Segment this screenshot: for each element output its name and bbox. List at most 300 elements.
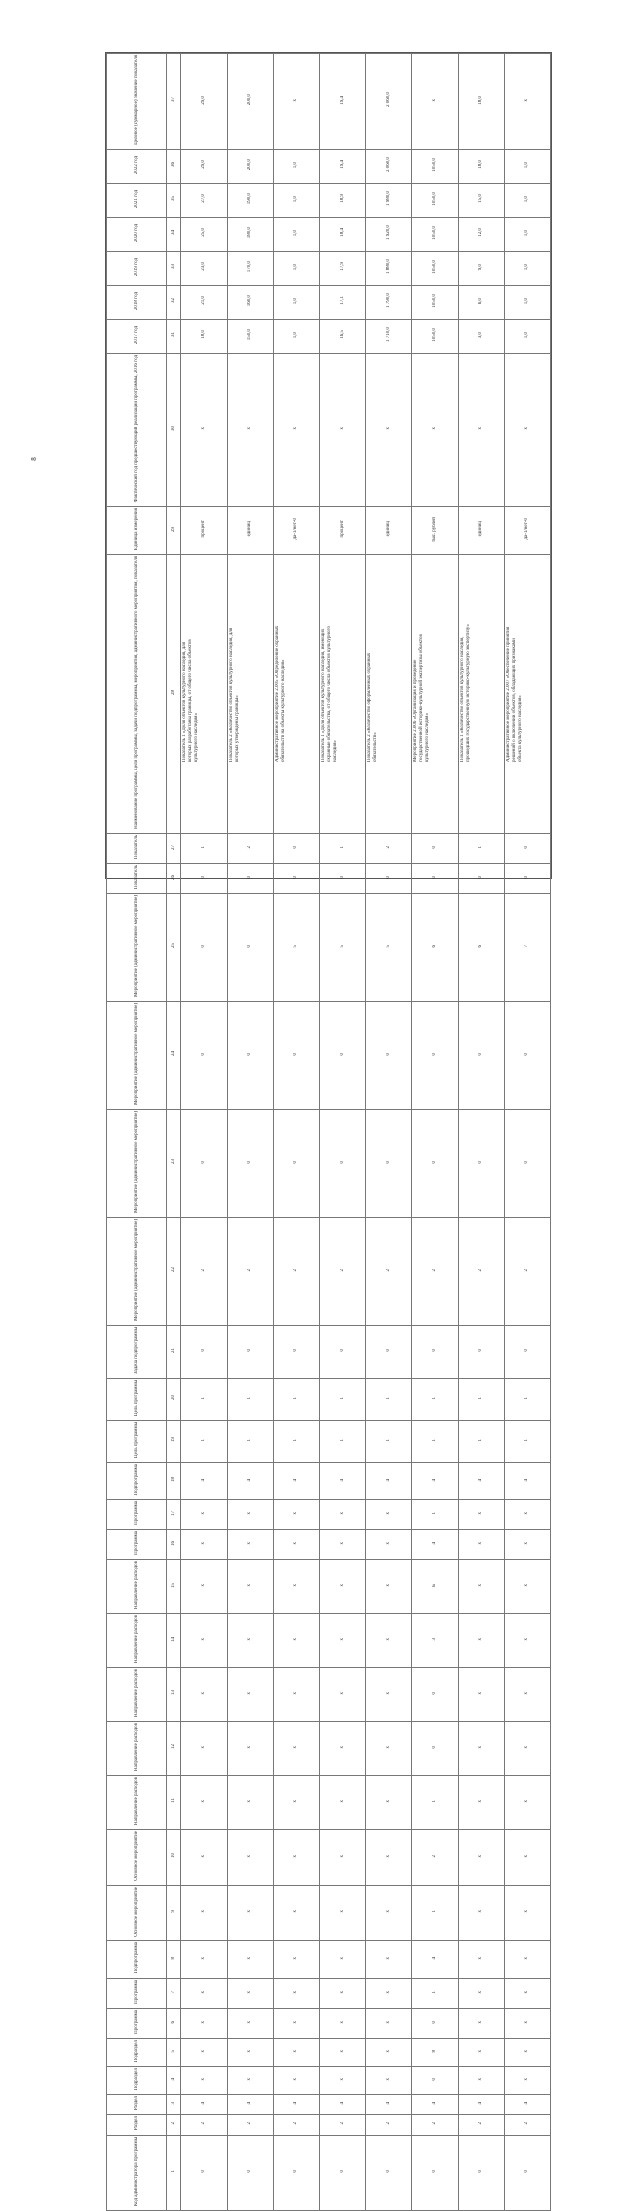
cell-value: х (293, 1745, 299, 1749)
cell-value: х (200, 1584, 206, 1587)
table-cell (181, 2115, 227, 2135)
cell-value: 1 880,0 (385, 259, 391, 275)
table-cell (319, 1668, 365, 1722)
cell-value: х (339, 1638, 345, 1641)
cell-value: х (247, 2020, 253, 2024)
table-cell (319, 1530, 365, 1560)
cell-value: 4 (200, 1478, 206, 1482)
cell-value: 2 (431, 1268, 437, 1272)
cell-value: 12,0 (478, 228, 484, 238)
column-number (167, 1462, 181, 1499)
column-number (167, 1109, 181, 1217)
table-row (107, 2115, 551, 2135)
cell-value: х (431, 427, 437, 430)
column-header-label: Направление расходов (133, 1615, 139, 1664)
cell-value: 4 (524, 2102, 530, 2105)
table-cell (458, 149, 504, 183)
table-cell (227, 1978, 273, 2008)
cell-value: 2 (524, 2122, 530, 2125)
table-cell (458, 183, 504, 217)
cell-value: 2 (339, 1268, 345, 1272)
cell-value: 2 060,0 (385, 157, 391, 173)
table-row (107, 1109, 551, 1217)
table-cell (227, 54, 273, 150)
table-cell (366, 1500, 412, 1530)
table-row (107, 1217, 551, 1325)
table-cell (273, 2038, 319, 2066)
cell-value: 0 (478, 876, 484, 879)
table-cell (181, 1721, 227, 1775)
cell-value: х (385, 2049, 391, 2053)
cell-value: х (524, 98, 530, 102)
table-cell (273, 1378, 319, 1420)
table-cell (227, 251, 273, 285)
cell-value: Показатель 1 «Доля объектов культурного наследия, для которых разработаны границы, от общего числа объектов культурного наследия» (182, 638, 200, 762)
cell-value: 0 (247, 876, 253, 879)
cell-value: х (385, 427, 391, 430)
cell-value: х (478, 427, 484, 430)
table-cell (273, 183, 319, 217)
cell-value: 0 (293, 846, 299, 849)
table-cell (458, 54, 504, 150)
cell-value: 0 (339, 876, 345, 879)
column-number (167, 1500, 181, 1530)
cell-value: 1 (524, 1438, 530, 1442)
table-row (107, 1775, 551, 1829)
cell-value: х (339, 427, 345, 430)
cell-value: 0 (247, 944, 253, 948)
table-cell (273, 1885, 319, 1941)
cell-value: да-1/нет-0 (524, 518, 530, 540)
cell-value: х (385, 1910, 391, 1913)
cell-value: 0 (524, 1349, 530, 1352)
table-cell (227, 893, 273, 1001)
table-cell (273, 54, 319, 150)
column-header (107, 1829, 167, 1885)
table-cell (181, 1560, 227, 1614)
cell-value: х (293, 1638, 299, 1641)
table-cell (319, 149, 365, 183)
column-number (167, 1941, 181, 1978)
cell-value: 0 (431, 846, 437, 849)
table-cell (458, 2008, 504, 2038)
cell-value: 1 (431, 1512, 437, 1515)
cell-value: х (200, 1910, 206, 1913)
table-cell (273, 319, 319, 353)
table-row (107, 217, 551, 251)
cell-value: 0 (478, 1052, 484, 1056)
table-cell (412, 1775, 458, 1829)
table-cell (227, 1420, 273, 1462)
table-cell (319, 834, 365, 864)
table-cell (181, 251, 227, 285)
table-cell (181, 1829, 227, 1885)
cell-value: 0 (478, 2170, 484, 2173)
cell-value: 0 (200, 1052, 206, 1056)
cell-value: 4 (293, 1478, 299, 1482)
table-cell (458, 1325, 504, 1378)
column-header (107, 2008, 167, 2038)
column-number-label: 28 (170, 690, 176, 696)
table-cell (366, 54, 412, 150)
table-cell (273, 1775, 319, 1829)
table-cell (504, 54, 550, 150)
cell-value: 18,4 (339, 228, 345, 238)
table-cell (412, 353, 458, 506)
column-header (107, 353, 167, 506)
cell-value: 2 (478, 1268, 484, 1272)
table-cell (273, 149, 319, 183)
table-cell (366, 1420, 412, 1462)
cell-value: х (200, 1854, 206, 1858)
cell-value: 1 980,0 (385, 191, 391, 207)
cell-value: 0 (431, 1349, 437, 1352)
column-number-label: 13 (170, 1690, 176, 1696)
cell-value: 2 (431, 2122, 437, 2125)
cell-value: х (524, 1799, 530, 1803)
cell-value: Показатель 2 «Количество объектов культурного наследия, для которых утверждены границы» (228, 627, 240, 762)
cell-value: 0 (293, 1349, 299, 1352)
table-cell (412, 2115, 458, 2135)
cell-value: х (339, 2049, 345, 2053)
table-cell (412, 1462, 458, 1499)
cell-value: х (339, 2078, 345, 2081)
cell-value: 0 (431, 1691, 437, 1695)
table-cell (504, 1001, 550, 1109)
column-number (167, 1614, 181, 1668)
table-cell (227, 353, 273, 506)
cell-value: 0 (339, 1349, 345, 1352)
column-number (167, 1001, 181, 1109)
cell-value: 0 (247, 1349, 253, 1352)
cell-value: х (200, 1512, 206, 1515)
column-header (107, 1325, 167, 1378)
table-cell (181, 1775, 227, 1829)
cell-value: 18,0 (478, 95, 484, 105)
table-cell (412, 893, 458, 1001)
column-number (167, 864, 181, 894)
table-row (107, 1668, 551, 1722)
table-cell (458, 1829, 504, 1885)
table-cell (458, 1614, 504, 1668)
table-cell (458, 1885, 504, 1941)
cell-value: 18,0 (478, 160, 484, 170)
table-row (107, 2008, 551, 2038)
cell-value: 200,0 (247, 94, 253, 106)
cell-value: 0 (431, 1052, 437, 1056)
column-header-label: Программа (133, 1531, 139, 1556)
cell-value: 0 (339, 2170, 345, 2173)
cell-value: 0 (524, 1160, 530, 1164)
column-number (167, 893, 181, 1001)
table-cell (458, 507, 504, 555)
table-cell (181, 1001, 227, 1109)
cell-value: х (385, 1854, 391, 1858)
table-cell (319, 1941, 365, 1978)
column-number-label: 20 (170, 1395, 176, 1401)
table-cell (181, 1614, 227, 1668)
column-header (107, 1614, 167, 1668)
column-header (107, 319, 167, 353)
table-cell (273, 893, 319, 1001)
table-cell (227, 1001, 273, 1109)
column-header-label: Основное мероприятие (133, 1830, 139, 1881)
cell-value: х (385, 1638, 391, 1641)
table-cell (366, 1829, 412, 1885)
table-cell (412, 319, 458, 353)
table-cell (181, 2135, 227, 2210)
table-cell (227, 1941, 273, 1978)
column-number (167, 1775, 181, 1829)
column-header (107, 54, 167, 150)
column-number (167, 1420, 181, 1462)
table-cell (319, 1462, 365, 1499)
cell-value: 1 (293, 1396, 299, 1400)
column-number (167, 251, 181, 285)
column-number-label: 23 (170, 1159, 176, 1165)
cell-value: 0 (200, 1349, 206, 1352)
cell-value: х (478, 1745, 484, 1749)
table-cell (504, 1885, 550, 1941)
cell-value: х (478, 2049, 484, 2053)
cell-value: 1,0 (524, 297, 530, 304)
table-cell (504, 2135, 550, 2210)
cell-value: 4 (293, 2102, 299, 2105)
cell-value: х (524, 1990, 530, 1994)
cell-value: 2 (385, 1268, 391, 1272)
table-cell (273, 2095, 319, 2115)
cell-value: 1 (339, 1438, 345, 1442)
table-cell (181, 864, 227, 894)
table-cell (458, 1378, 504, 1420)
table-cell (319, 1325, 365, 1378)
cell-value: 0 (385, 876, 391, 879)
cell-value: 1050,0 (431, 259, 437, 274)
table-cell (366, 1721, 412, 1775)
cell-value: х (200, 427, 206, 430)
table-cell (273, 1829, 319, 1885)
column-number-label: 14 (170, 1636, 176, 1642)
table-cell (366, 1001, 412, 1109)
column-number (167, 2135, 181, 2210)
cell-value: х (478, 1584, 484, 1587)
column-header (107, 1941, 167, 1978)
indicator-table (105, 52, 552, 2206)
table-cell (181, 507, 227, 555)
cell-value: 1 920,0 (385, 225, 391, 241)
table-cell (504, 2008, 550, 2038)
table-cell (412, 217, 458, 251)
cell-value: 180,0 (247, 227, 253, 239)
cell-value: 1 (431, 1910, 437, 1913)
table-cell (504, 1217, 550, 1325)
table-cell (458, 1420, 504, 1462)
table-cell (319, 1109, 365, 1217)
cell-value: х (478, 1638, 484, 1641)
column-header-label: Мероприятие (административное мероприятие) (133, 1110, 139, 1213)
cell-value: 1 (339, 1396, 345, 1400)
table-cell (412, 1001, 458, 1109)
table-cell (319, 1378, 365, 1420)
cell-value: х (293, 1956, 299, 1960)
table-row (107, 893, 551, 1001)
table-cell (319, 2135, 365, 2210)
table-cell (273, 2135, 319, 2210)
cell-value: 1 (293, 1438, 299, 1442)
cell-value: 1,0 (293, 195, 299, 202)
table-cell (227, 1885, 273, 1941)
cell-value: 1,0 (524, 195, 530, 202)
cell-value: 0 (524, 2170, 530, 2173)
cell-value: х (293, 2078, 299, 2081)
table-cell (458, 1462, 504, 1499)
cell-value: х (293, 2020, 299, 2024)
column-number-label: 12 (170, 1744, 176, 1750)
cell-value: 4 (339, 2102, 345, 2105)
cell-value: 1 (385, 1438, 391, 1442)
column-number (167, 217, 181, 251)
cell-value: х (200, 2078, 206, 2081)
table-cell (319, 1829, 365, 1885)
table-cell (273, 1941, 319, 1978)
cell-value: х (200, 2049, 206, 2053)
table-cell (504, 1560, 550, 1614)
table-cell (504, 507, 550, 555)
table-cell (366, 2135, 412, 2210)
cell-value: х (247, 1990, 253, 1994)
table-cell (227, 2095, 273, 2115)
table-cell (319, 54, 365, 150)
cell-value: 4 (478, 1478, 484, 1482)
cell-value: 0 (385, 1349, 391, 1352)
column-number (167, 1325, 181, 1378)
table-cell (412, 2095, 458, 2115)
cell-value: х (339, 1512, 345, 1515)
cell-value: 0 (385, 1052, 391, 1056)
cell-value: единиц (478, 521, 484, 537)
table-cell (458, 2038, 504, 2066)
table-cell (366, 319, 412, 353)
cell-value: 150,0 (247, 329, 253, 341)
cell-value: х (339, 1854, 345, 1858)
column-header-label: Задача подпрограммы (133, 1326, 139, 1374)
cell-value: х (478, 1990, 484, 1994)
column-number-label: 3 (170, 2102, 176, 2105)
cell-value: 0 (200, 876, 206, 879)
table-row (107, 1001, 551, 1109)
column-header-label: Программа (133, 1979, 139, 2004)
cell-value: 6 (478, 944, 484, 948)
column-number (167, 1829, 181, 1885)
cell-value: 1 710,0 (385, 327, 391, 343)
table-cell (412, 1378, 458, 1420)
cell-value: х (385, 1799, 391, 1803)
column-number-label: 11 (170, 1798, 176, 1804)
table-cell (412, 149, 458, 183)
cell-value: х (478, 1691, 484, 1695)
table-cell (412, 1614, 458, 1668)
table-cell (273, 1560, 319, 1614)
cell-value: 0 (339, 1160, 345, 1164)
cell-value: 2 (247, 846, 253, 849)
table-row (107, 1560, 551, 1614)
cell-value: 0 (247, 1052, 253, 1056)
cell-value: 4 (431, 1956, 437, 1960)
column-header-label: Показатель (133, 865, 139, 889)
column-header-label: Единица измерения (133, 508, 139, 551)
cell-value: 4 (385, 1478, 391, 1482)
table-cell (181, 2066, 227, 2094)
table-cell (412, 54, 458, 150)
table-cell (181, 834, 227, 864)
table-cell (273, 285, 319, 319)
table-cell (458, 1001, 504, 1109)
cell-value: 2 (247, 2122, 253, 2125)
cell-value: 4 (385, 2102, 391, 2105)
column-number-label: 36 (170, 162, 176, 168)
cell-value: 1 (478, 1438, 484, 1442)
cell-value: х (524, 1910, 530, 1913)
cell-value: х (339, 1745, 345, 1749)
column-number (167, 2008, 181, 2038)
cell-value: 2 (247, 1268, 253, 1272)
table-cell (458, 1721, 504, 1775)
column-header (107, 1462, 167, 1499)
column-header-label: Подпрограмма (133, 1463, 139, 1496)
cell-value: 0 (293, 876, 299, 879)
table-row (107, 1941, 551, 1978)
table-cell (366, 217, 412, 251)
column-number-label: 25 (170, 943, 176, 949)
table-cell (458, 319, 504, 353)
cell-value: х (385, 1745, 391, 1749)
column-number (167, 1885, 181, 1941)
table-cell (227, 2008, 273, 2038)
table-cell (181, 1109, 227, 1217)
column-number-label: 35 (170, 196, 176, 202)
table-cell (366, 285, 412, 319)
cell-value: 8 (431, 2049, 437, 2053)
table-cell (181, 353, 227, 506)
cell-value: 0 (293, 1160, 299, 1164)
column-header-label: Мероприятие (административное мероприятие) (133, 1218, 139, 1321)
table-cell (412, 1829, 458, 1885)
cell-value: 29,0 (200, 95, 206, 105)
table-cell (181, 1668, 227, 1722)
cell-value: 4 (431, 1478, 437, 1482)
cell-value: 1,0 (524, 161, 530, 168)
table-row (107, 1420, 551, 1462)
cell-value: 160,0 (247, 295, 253, 307)
table-cell (412, 864, 458, 894)
column-number-label: 6 (170, 2020, 176, 2024)
table-cell (181, 54, 227, 150)
cell-value: х (200, 1990, 206, 1994)
table-cell (458, 1217, 504, 1325)
table-cell (504, 2095, 550, 2115)
table-cell (319, 2095, 365, 2115)
table-cell (412, 1420, 458, 1462)
column-header (107, 251, 167, 285)
table-row (107, 353, 551, 506)
cell-value: единиц (247, 521, 253, 537)
cell-value: 1,0 (293, 331, 299, 338)
cell-value: х (478, 2020, 484, 2024)
cell-value: х (247, 2049, 253, 2053)
column-header-label: Программа (133, 1501, 139, 1526)
table-cell (319, 893, 365, 1001)
column-number (167, 1217, 181, 1325)
